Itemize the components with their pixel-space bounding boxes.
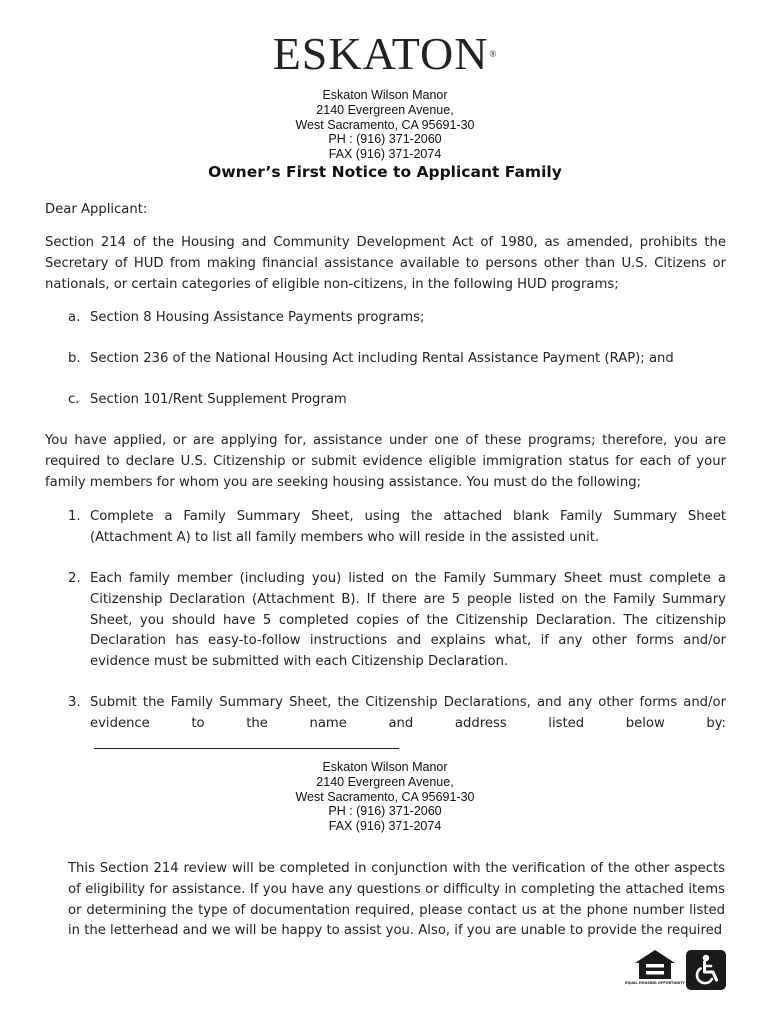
step-text: Submit the Family Summary Sheet, the Citizenship Declarations, and any other forms and/or evidence to the name and address listed below by: [90, 695, 726, 731]
address-line: 2140 Evergreen Avenue, [316, 774, 454, 789]
salutation: Dear Applicant: [45, 202, 148, 217]
requirements-paragraph: You have applied, or are applying for, assistance under one of these programs; therefore, you are required to declare U.S. Citizenship or submit evidence eligible immigration status for each of your family members for whom you are seeking housing assistance. You must do the following; [45, 433, 726, 490]
item-marker: a. [68, 310, 81, 325]
address-line: FAX (916) 371-2074 [328, 147, 442, 162]
item-text: Section 8 Housing Assistance Payments programs; [90, 310, 425, 325]
address-line: Eskaton Wilson Manor [322, 88, 448, 102]
letterhead-address [0, 88, 770, 162]
address-line: PH : (916) 371-2060 [328, 804, 442, 819]
equal-housing-opportunity-icon [625, 946, 685, 988]
step-marker: 3. [68, 695, 81, 710]
step-text-wrap [90, 693, 726, 756]
address-line: 2140 Evergreen Avenue, [316, 102, 454, 117]
step-text: Each family member (including you) listed on the Family Summary Sheet must complete a Citizenship Declaration (Attachment B). If there are 5 people listed on the Family Summary Sheet, you should have 5 completed copies of the Citizenship Declaration. The citizenship Declaration has easy-to-follow instructions and explains what, if any other forms and/or evidence must be submitted with each Citizenship Declaration. [90, 571, 726, 670]
item-marker: c. [68, 392, 80, 407]
step-marker: 2. [68, 571, 81, 586]
eskaton-logo [0, 30, 770, 78]
wheelchair-accessibility-icon [686, 950, 726, 990]
address-line: Eskaton Wilson Manor [322, 760, 448, 774]
address-line: FAX (916) 371-2074 [328, 819, 442, 834]
document-title: Owner’s First Notice to Applicant Family [208, 163, 562, 181]
item-marker: b. [68, 351, 81, 366]
return-address [0, 760, 770, 834]
eho-caption: EQUAL HOUSING OPPORTUNITY [625, 981, 685, 985]
address-line: West Sacramento, CA 95691-30 [295, 789, 475, 804]
item-text: Section 101/Rent Supplement Program [90, 392, 347, 407]
address-line: PH : (916) 371-2060 [328, 132, 442, 147]
step-marker: 1. [68, 509, 81, 524]
intro-paragraph: Section 214 of the Housing and Community Development Act of 1980, as amended, prohibits the Secretary of HUD from making financial assistance available to persons other than U.S. Citizens or nationals, or certain categories of eligible non-citizens, in the following HUD programs; [45, 235, 726, 292]
logo-text: ESKATON [272, 28, 489, 79]
address-line: West Sacramento, CA 95691-30 [295, 117, 475, 132]
registered-mark: ® [489, 49, 498, 59]
due-date-blank-line[interactable] [94, 735, 399, 749]
step-text: Complete a Family Summary Sheet, using the attached blank Family Summary Sheet (Attachment A) to list all family members who will reside in the assisted unit. [90, 509, 726, 545]
closing-paragraph: This Section 214 review will be completed in conjunction with the verification of the other aspects of eligibility for assistance. If you have any questions or difficulty in completing the attached items or determining the type of documentation required, please contact us at the phone number listed in the letterhead and we will be happy to assist you. Also, if you are unable to provide the required [68, 861, 725, 939]
item-text: Section 236 of the National Housing Act including Rental Assistance Payment (RAP); and [90, 351, 674, 366]
